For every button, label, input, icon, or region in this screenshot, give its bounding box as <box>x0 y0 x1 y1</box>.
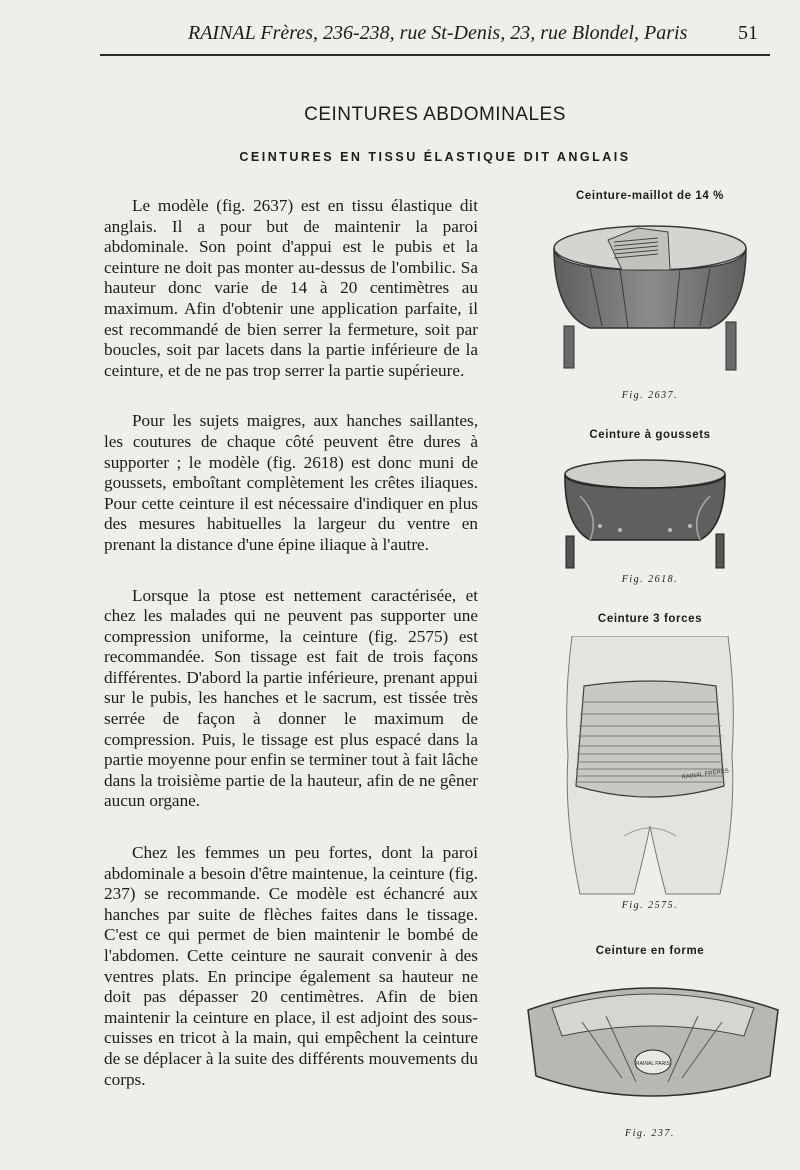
figure-caption-2618: Ceinture à goussets <box>589 429 711 441</box>
paragraph-fig-237: Chez les femmes un peu fortes, dont la paroi abdominale a besoin d'être maintenue, la ceinture (fig. 237) se recommande. Ce modèle est échancré aux hanches par suite de flèches faites dans le tissage. C'est ce qui permet de bien maintenir le bombé de l'abdomen. Cette ceinture ne saurait convenir à des ventres plats. En principe également sa hauteur ne doit pas dépasser 20 centimètres. Afin de bien maintenir la ceinture en place, il est adjoint des sous-cuisses en tricot à la main, qui empêchent la ceinture de se déplacer à la suite des différents mouvements du corps. <box>104 843 478 1089</box>
page-number: 51 <box>738 22 758 44</box>
figure-label-2575: Fig. 2575. <box>621 900 679 911</box>
running-title: RAINAL Frères, 236-238, rue St-Denis, 23, rue Blondel, Paris <box>188 22 688 44</box>
figure-column <box>500 0 800 1170</box>
band-maker-mark: RAINAL FRÈRES <box>681 768 730 781</box>
figure-label-237: Fig. 237. <box>625 1128 675 1139</box>
body-text <box>104 196 478 1120</box>
belt-illustration-2637 <box>550 218 750 376</box>
paragraph-fig-2637: Le modèle (fig. 2637) est en tissu élastique dit anglais. Il a pour but de maintenir la paroi abdominale. Son point d'appui est le pubis et la ceinture ne doit pas monter au-dessus de l'ombilic. Sa hauteur donc varie de 14 à 20 centimètres au maximum. Afin d'obtenir une application parfaite, il est recommandé de bien serrer la fermeture, soit par boucles, soit par lacets dans la partie inférieure de la ceinture, et de ne pas trop serrer la partie supérieure. <box>104 196 478 380</box>
torso-illustration-2575 <box>564 636 736 898</box>
medallion-mark: RAINAL PARIS <box>636 1061 670 1067</box>
figure-caption-237: Ceinture en forme <box>595 945 705 957</box>
belt-illustration-237 <box>522 966 784 1120</box>
figure-label-2618: Fig. 2618. <box>621 574 679 585</box>
paragraph-fig-2575: Lorsque la ptose est nettement caractérisée, et chez les malades qui ne peuvent pas supporter une compression uniforme, la ceinture (fig. 2575) est recommandée. Son tissage est fait de trois façons différentes. D'abord la partie inférieure, prenant appui sur le pubis, les hanches et le sacrum, est tissée très serrée de façon à donner le maximum de compression. Puis, le tissage est plus espacé dans la partie moyenne pour enfin se terminer tout à fait lâche dans la troisième partie de la hauteur, afin de ne gêner aucun organe. <box>104 585 478 811</box>
figure-caption-2637: Ceinture-maillot de 14 % <box>576 190 724 202</box>
belt-illustration-2618 <box>560 456 730 572</box>
section-title: CEINTURES ABDOMINALES <box>304 104 566 125</box>
figure-caption-2575: Ceinture 3 forces <box>597 613 703 625</box>
section-subtitle: CEINTURES EN TISSU ÉLASTIQUE DIT ANGLAIS <box>239 150 631 164</box>
paragraph-fig-2618: Pour les sujets maigres, aux hanches saillantes, les coutures de chaque côté peuvent être dures à supporter ; le modèle (fig. 2618) est donc muni de goussets, emboîtant complètement les crêtes iliaques. Pour cette ceinture il est nécessaire d'indiquer en plus des mesures habituelles la largeur du ventre en prenant la distance d'une épine iliaque à l'autre. <box>104 411 478 554</box>
figure-label-2637: Fig. 2637. <box>621 390 679 401</box>
